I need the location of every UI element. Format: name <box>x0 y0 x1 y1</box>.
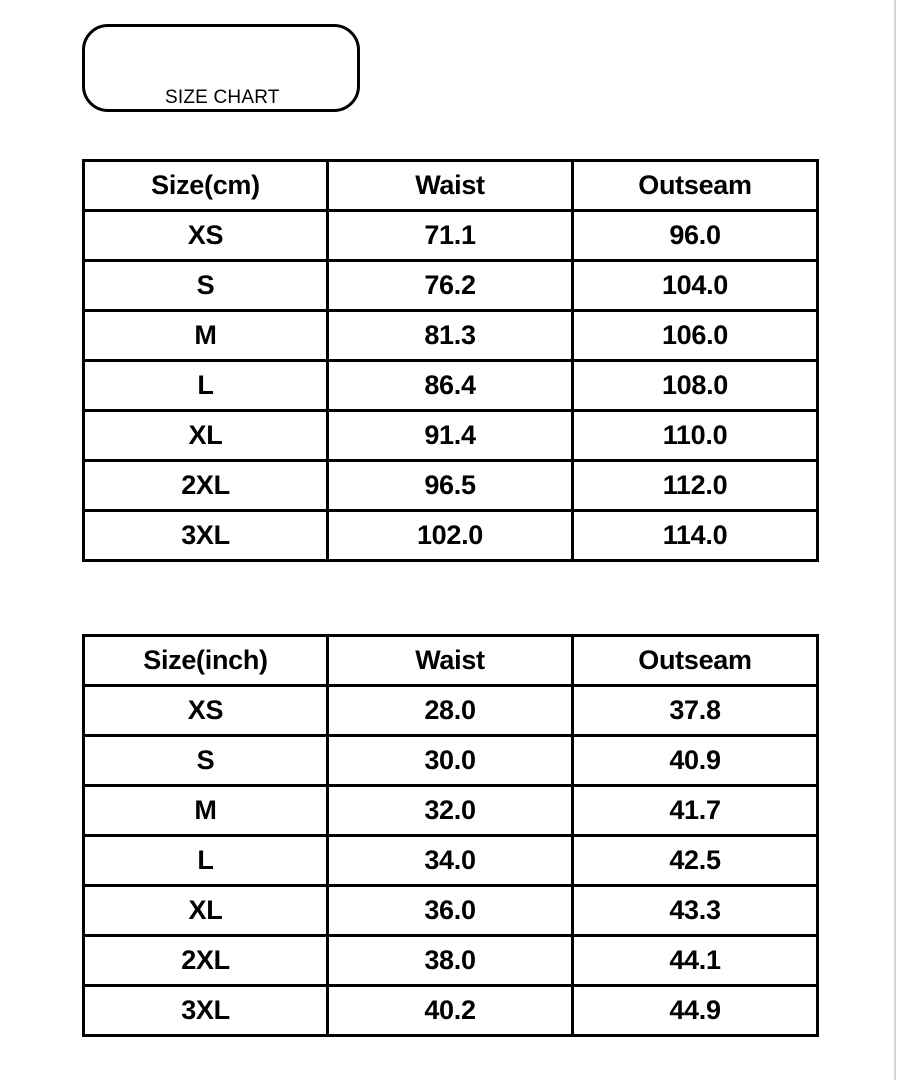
table-row <box>84 211 818 261</box>
header-outseam: Outseam <box>573 161 818 211</box>
cell-outseam: 42.5 <box>573 836 818 886</box>
cell-outseam: 104.0 <box>573 261 818 311</box>
header-waist: Waist <box>328 636 573 686</box>
cell-size: 3XL <box>84 511 328 561</box>
table-row <box>84 311 818 361</box>
title-box <box>82 24 360 112</box>
cell-outseam: 41.7 <box>573 786 818 836</box>
cell-size: XL <box>84 886 328 936</box>
cell-outseam: 44.9 <box>573 986 818 1036</box>
cell-outseam: 114.0 <box>573 511 818 561</box>
cell-outseam: 106.0 <box>573 311 818 361</box>
page-title: SIZE CHART <box>165 87 280 108</box>
cell-outseam: 110.0 <box>573 411 818 461</box>
cell-outseam: 112.0 <box>573 461 818 511</box>
table-row <box>84 361 818 411</box>
cell-waist: 40.2 <box>328 986 573 1036</box>
table-row <box>84 736 818 786</box>
table-row <box>84 511 818 561</box>
table-row <box>84 886 818 936</box>
cell-waist: 76.2 <box>328 261 573 311</box>
cell-size: XS <box>84 686 328 736</box>
cell-outseam: 108.0 <box>573 361 818 411</box>
table-row <box>84 986 818 1036</box>
cell-waist: 36.0 <box>328 886 573 936</box>
cell-waist: 28.0 <box>328 686 573 736</box>
cell-size: L <box>84 361 328 411</box>
header-outseam: Outseam <box>573 636 818 686</box>
table-row <box>84 936 818 986</box>
cell-size: XS <box>84 211 328 261</box>
cell-waist: 30.0 <box>328 736 573 786</box>
cell-size: 2XL <box>84 461 328 511</box>
size-table-cm <box>82 159 819 562</box>
cell-waist: 38.0 <box>328 936 573 986</box>
cell-outseam: 43.3 <box>573 886 818 936</box>
cell-waist: 81.3 <box>328 311 573 361</box>
table-row <box>84 411 818 461</box>
cell-waist: 32.0 <box>328 786 573 836</box>
cell-outseam: 96.0 <box>573 211 818 261</box>
cell-waist: 71.1 <box>328 211 573 261</box>
header-size: Size(inch) <box>84 636 328 686</box>
cell-size: 2XL <box>84 936 328 986</box>
page-edge-divider <box>894 0 896 1080</box>
table-row <box>84 461 818 511</box>
table-row <box>84 786 818 836</box>
cell-size: M <box>84 786 328 836</box>
header-waist: Waist <box>328 161 573 211</box>
cell-size: M <box>84 311 328 361</box>
cell-waist: 34.0 <box>328 836 573 886</box>
cell-waist: 96.5 <box>328 461 573 511</box>
cell-waist: 86.4 <box>328 361 573 411</box>
table-row <box>84 686 818 736</box>
table-row <box>84 261 818 311</box>
cell-size: S <box>84 261 328 311</box>
size-table-inch <box>82 634 819 1037</box>
cell-outseam: 40.9 <box>573 736 818 786</box>
cell-size: XL <box>84 411 328 461</box>
table-row <box>84 836 818 886</box>
cell-size: S <box>84 736 328 786</box>
table-header-row <box>84 161 818 211</box>
cell-size: L <box>84 836 328 886</box>
cell-outseam: 37.8 <box>573 686 818 736</box>
table-header-row <box>84 636 818 686</box>
cell-size: 3XL <box>84 986 328 1036</box>
header-size: Size(cm) <box>84 161 328 211</box>
cell-waist: 102.0 <box>328 511 573 561</box>
cell-outseam: 44.1 <box>573 936 818 986</box>
cell-waist: 91.4 <box>328 411 573 461</box>
